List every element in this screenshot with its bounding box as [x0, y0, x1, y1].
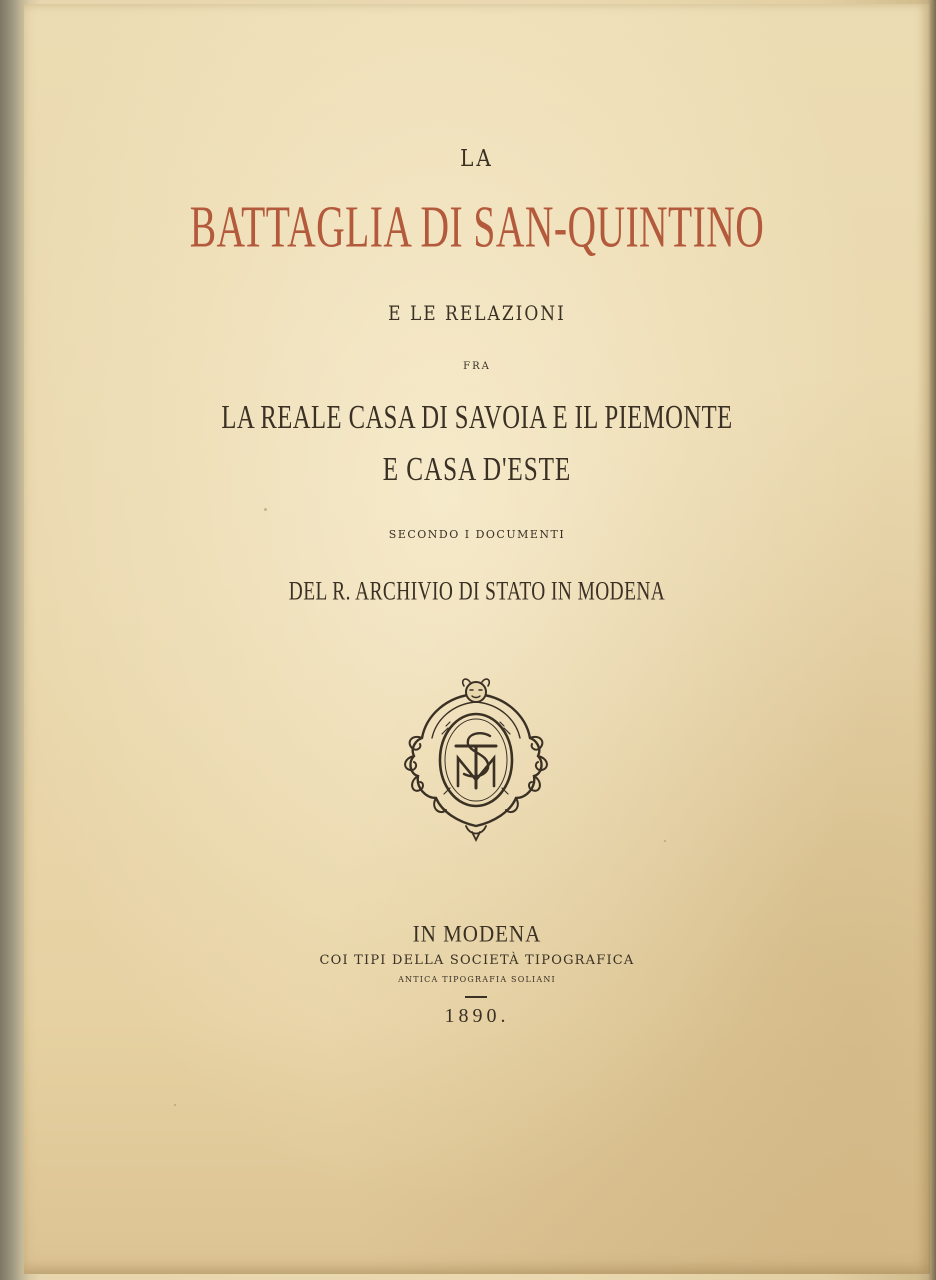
subtitle: E LE RELAZIONI [388, 302, 566, 326]
title-line-savoia: LA REALE CASA DI SAVOIA E IL PIEMONTE [221, 398, 733, 437]
book-cover [24, 4, 930, 1274]
imprint-printer-note: ANTICA TIPOGRAFIA SOLIANI [398, 975, 556, 984]
imprint-city: IN MODENA [412, 920, 542, 948]
publication-year: 1890. [444, 1005, 510, 1027]
source-note: SECONDO I DOCUMENTI [388, 528, 566, 541]
title-article: LA [460, 144, 494, 172]
archive-line: DEL R. ARCHIVIO DI STATO IN MODENA [288, 575, 666, 606]
imprint-printer: COI TIPI DELLA SOCIETÀ TIPOGRAFICA [319, 953, 635, 968]
paper-speck [664, 840, 666, 842]
paper-speck [264, 508, 267, 511]
connector-word: FRA [463, 361, 491, 372]
title-line-este: E CASA D'ESTE [382, 450, 572, 489]
main-title: BATTAGLIA DI SAN-QUINTINO [189, 193, 765, 260]
imprint-divider [465, 996, 487, 998]
printer-emblem-icon [386, 676, 566, 844]
paper-speck [174, 1104, 176, 1106]
cover-right-edge [928, 0, 936, 1280]
